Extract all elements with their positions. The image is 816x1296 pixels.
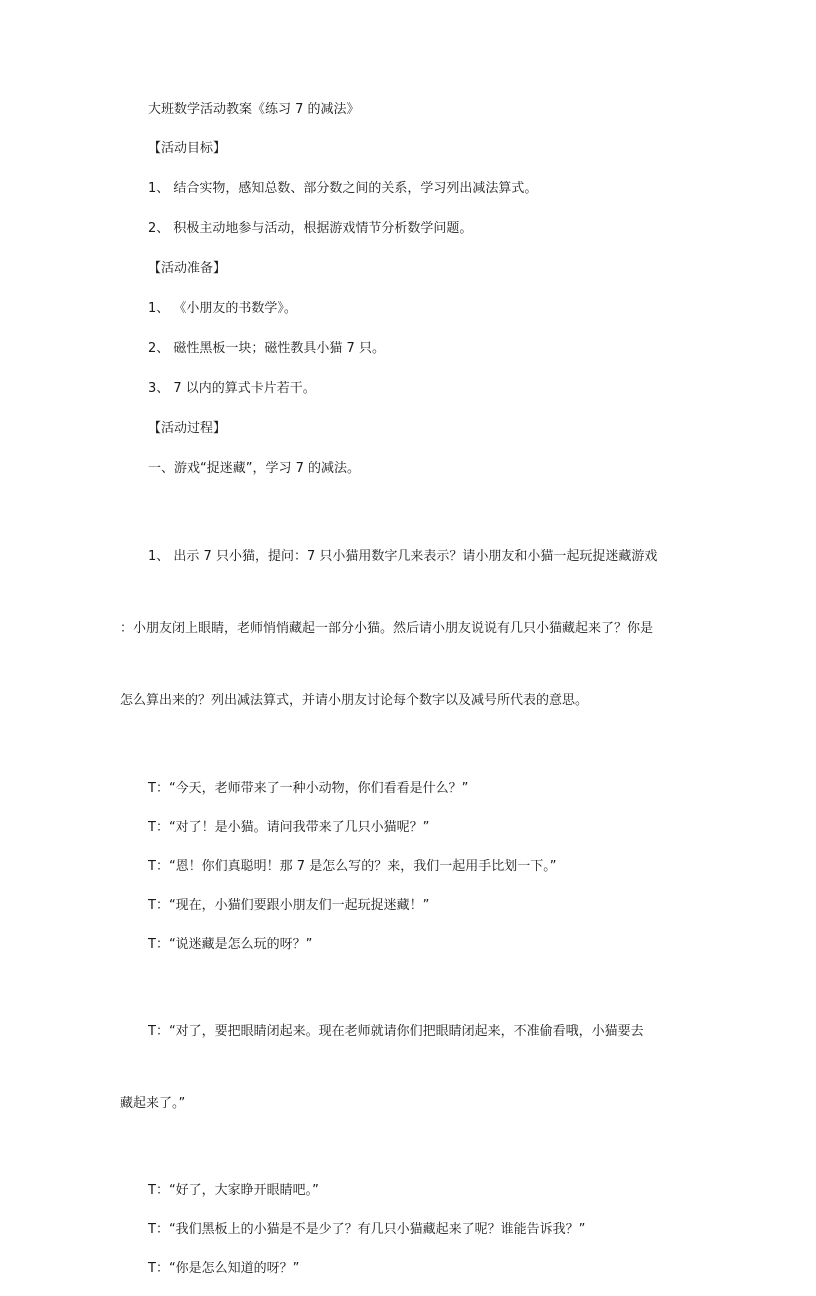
preparation-item-3: 3、 7 以内的算式卡片若干。 [148,381,316,396]
dialogue-line-6-part-2: 藏起来了。” [120,1096,186,1111]
dialogue-line-6-part-1: T：“对了，要把眼睛闭起来。现在老师就请你们把眼睛闭起来，不准偷看哦，小猫要去 [148,1024,644,1039]
document-title: 大班数学活动教案《练习 7 的减法》 [148,102,360,117]
process-paragraph-line-2: ：小朋友闭上眼睛，老师悄悄藏起一部分小猫。然后请小朋友说说有几只小猫藏起来了？你是 [120,621,654,636]
dialogue-line-3: T：“恩！你们真聪明！那 7 是怎么写的？来，我们一起用手比划一下。” [148,859,557,874]
preparation-item-1: 1、 《小朋友的书数学》。 [148,301,297,316]
dialogue-line-5: T：“说迷藏是怎么玩的呀？” [148,937,313,952]
section-heading-process: 【活动过程】 [148,421,227,436]
dialogue-line-2: T：“对了！是小猫。请问我带来了几只小猫呢？” [148,820,430,835]
section-heading-preparation: 【活动准备】 [148,261,227,276]
dialogue-line-7: T：“好了，大家睁开眼睛吧。” [148,1183,319,1198]
dialogue-line-8: T：“我们黑板上的小猫是不是少了？有几只小猫藏起来了呢？谁能告诉我？” [148,1222,586,1237]
process-paragraph-line-1: 1、 出示 7 只小猫，提问：7 只小猫用数字几来表示？请小朋友和小猫一起玩捉迷藏游戏 [148,549,658,564]
process-paragraph-line-3: 怎么算出来的？列出减法算式，并请小朋友讨论每个数字以及减号所代表的意思。 [120,693,589,708]
dialogue-line-6 [120,972,694,1164]
section-heading-goals: 【活动目标】 [148,141,227,156]
process-paragraph [120,497,694,761]
process-step-1: 一、游戏“捉迷藏”，学习 7 的减法。 [148,461,361,476]
dialogue-line-4: T：“现在，小猫们要跟小朋友们一起玩捉迷藏！” [148,898,430,913]
goal-item-1: 1、 结合实物，感知总数、部分数之间的关系，学习列出减法算式。 [148,181,538,196]
document-body [120,98,694,1296]
dialogue-line-9: T：“你是怎么知道的呀？” [148,1261,300,1276]
dialogue-line-1: T：“今天，老师带来了一种小动物，你们看看是什么？” [148,781,469,796]
preparation-item-2: 2、 磁性黑板一块；磁性教具小猫 7 只。 [148,341,385,356]
goal-item-2: 2、 积极主动地参与活动，根据游戏情节分析数学问题。 [148,221,473,236]
